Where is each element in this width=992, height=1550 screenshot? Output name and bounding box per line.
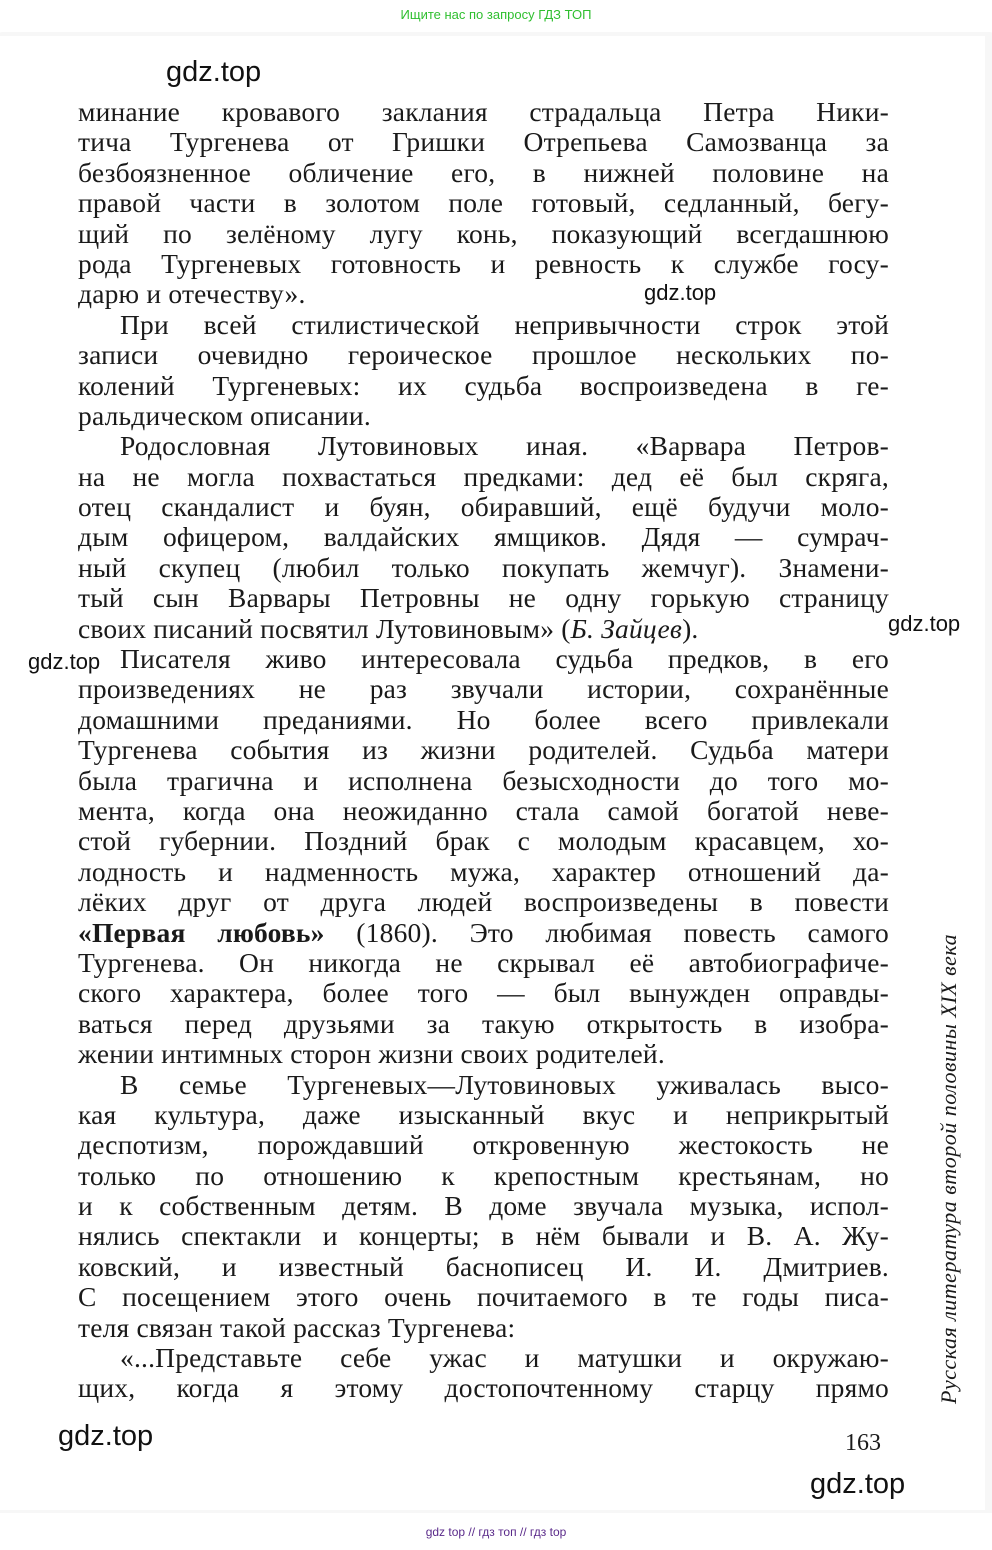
text-span: на не могла похвастаться предками: дед её был скряга, — [78, 460, 889, 492]
text-span: щий по зелёному лугу конь, показующий всегдашнюю — [78, 217, 889, 249]
text-span: стой губернии. Поздний брак с молодым красавцем, хо- — [78, 825, 889, 857]
text-line — [78, 978, 889, 1008]
text-line — [78, 1161, 889, 1191]
text-line — [78, 97, 889, 127]
text-line — [78, 1130, 889, 1160]
text-line — [78, 401, 889, 431]
text-span: дым офицером, валдайских ямщиков. Дядя — сумрач- — [78, 521, 889, 553]
text-span: ). — [682, 612, 699, 644]
text-span: «...Представьте себе ужас и матушки и окружаю- — [120, 1342, 889, 1374]
text-span: дарю и отечеству». — [78, 278, 306, 310]
text-span: Тургенева события из жизни родителей. Судьба матери — [78, 734, 889, 766]
text-line — [78, 492, 889, 522]
text-span: колений Тургеневых: их судьба воспроизведена в ге- — [78, 369, 889, 401]
text-span: Родословная Лутовиновых иная. «Варвара Петров- — [120, 430, 889, 462]
text-line — [78, 1191, 889, 1221]
text-line — [78, 674, 889, 704]
bottom-banner[interactable]: gdz top // гдз топ // гдз top — [0, 1514, 992, 1550]
text-span: лодность и надменность мужа, характер отношений да- — [78, 855, 889, 887]
text-line — [78, 735, 889, 765]
text-span: ный скупец (любил только покупать жемчуг). Знамени- — [78, 551, 889, 583]
text-line — [78, 887, 889, 917]
text-span: своих писаний посвятил Лутовиновым» ( — [78, 612, 571, 644]
text-span: Тургенева. Он никогда не скрывал её автобиографиче- — [78, 946, 889, 978]
text-line — [78, 127, 889, 157]
text-line — [78, 249, 889, 279]
text-line — [78, 583, 889, 613]
text-span: С посещением этого очень почитаемого в те годы писа- — [78, 1281, 889, 1313]
text-line — [78, 553, 889, 583]
side-running-title: Русская литература второй половины XIX века — [936, 933, 961, 1404]
text-span: деспотизм, порождавший откровенную жестокость не — [78, 1129, 889, 1161]
body-text — [78, 97, 889, 1404]
text-line — [78, 1252, 889, 1282]
text-line — [78, 431, 889, 461]
text-span: жении интимных сторон жизни своих родителей. — [78, 1038, 665, 1070]
text-span: При всей стилистической непривычности строк этой — [120, 308, 889, 340]
text-line — [78, 796, 889, 826]
text-line — [78, 310, 889, 340]
text-line — [78, 1221, 889, 1251]
text-line — [78, 948, 889, 978]
text-line — [78, 766, 889, 796]
text-line — [78, 522, 889, 552]
bold-text: «Первая любовь» — [78, 916, 325, 948]
watermark: gdz.top — [58, 1420, 154, 1452]
text-span: ваться перед друзьями за такую открытость в изобра- — [78, 1007, 889, 1039]
text-span: В семье Тургеневых—Лутовиновых уживалась высо- — [120, 1068, 889, 1100]
watermark: gdz.top — [166, 56, 262, 88]
text-span: нялись спектакли и концерты; в нём бывали и В. А. Жу- — [78, 1220, 889, 1252]
text-span: ральдическом описании. — [78, 399, 371, 431]
text-span: Писателя живо интересовала судьба предков, в его — [120, 643, 889, 675]
text-line — [78, 1373, 889, 1403]
text-line — [78, 857, 889, 887]
text-line — [78, 1009, 889, 1039]
watermark: gdz.top — [644, 280, 717, 305]
text-span: (1860). Это любимая повесть самого — [324, 916, 889, 948]
text-line — [78, 614, 889, 644]
text-line — [78, 188, 889, 218]
text-line — [78, 219, 889, 249]
text-line — [78, 1343, 889, 1373]
text-span: щих, когда я этому достопочтенному старцу прямо — [78, 1372, 889, 1404]
watermark: gdz.top — [888, 611, 961, 636]
text-span: рода Тургеневых готовность и ревность к службе госу- — [78, 247, 889, 279]
text-span: произведениях не раз звучали истории, сохранённые — [78, 673, 889, 705]
text-span: ского характера, более того — был вынужден оправды- — [78, 977, 889, 1009]
text-line — [78, 1313, 889, 1343]
text-span: лёких друг от друга людей воспроизведены в повести — [78, 886, 889, 918]
text-span: только по отношению к крепостным крестьянам, но — [78, 1159, 889, 1191]
text-span: правой части в золотом поле готовый, седланный, бегу- — [78, 187, 889, 219]
text-line — [78, 340, 889, 370]
text-line — [78, 918, 889, 948]
text-line — [78, 826, 889, 856]
text-span: записи очевидно героическое прошлое нескольких по- — [78, 339, 889, 371]
text-span: мента, когда она неожиданно стала самой богатой неве- — [78, 794, 889, 826]
italic-text: Б. Зайцев — [570, 612, 683, 644]
text-span: кая культура, даже изысканный вкус и неприкрытый — [78, 1098, 889, 1130]
text-line — [78, 279, 889, 309]
text-line — [78, 1100, 889, 1130]
watermark: gdz.top — [28, 649, 101, 674]
text-span: тича Тургенева от Гришки Отрепьева Самозванца за — [78, 126, 889, 158]
text-line — [78, 462, 889, 492]
page-number: 163 — [845, 1430, 881, 1456]
text-span: минание кровавого заклания страдальца Петра Ники- — [78, 96, 889, 127]
text-span: безбоязненное обличение его, в нижней половине на — [78, 156, 889, 188]
text-span: тый сын Варвары Петровны не одну горькую страницу — [78, 582, 889, 614]
text-span: была трагична и исполнена безысходности до того мо- — [78, 764, 889, 796]
text-line — [78, 371, 889, 401]
text-span: отец скандалист и буян, обиравший, ещё будучи моло- — [78, 491, 889, 523]
text-line — [78, 158, 889, 188]
watermark: gdz.top — [810, 1468, 906, 1500]
text-span: и к собственным детям. В доме звучала музыка, испол- — [78, 1190, 889, 1222]
text-span: ковский, и известный баснописец И. И. Дмитриев. — [78, 1250, 889, 1282]
text-line — [78, 1070, 889, 1100]
text-line — [78, 1282, 889, 1312]
text-span: домашними преданиями. Но более всего привлекали — [78, 703, 889, 735]
text-line — [78, 1039, 889, 1069]
text-span: теля связан такой рассказ Тургенева: — [78, 1311, 516, 1343]
text-line — [78, 705, 889, 735]
text-line — [78, 644, 889, 674]
top-banner[interactable]: Ищите нас по запросу ГДЗ ТОП — [0, 0, 992, 32]
